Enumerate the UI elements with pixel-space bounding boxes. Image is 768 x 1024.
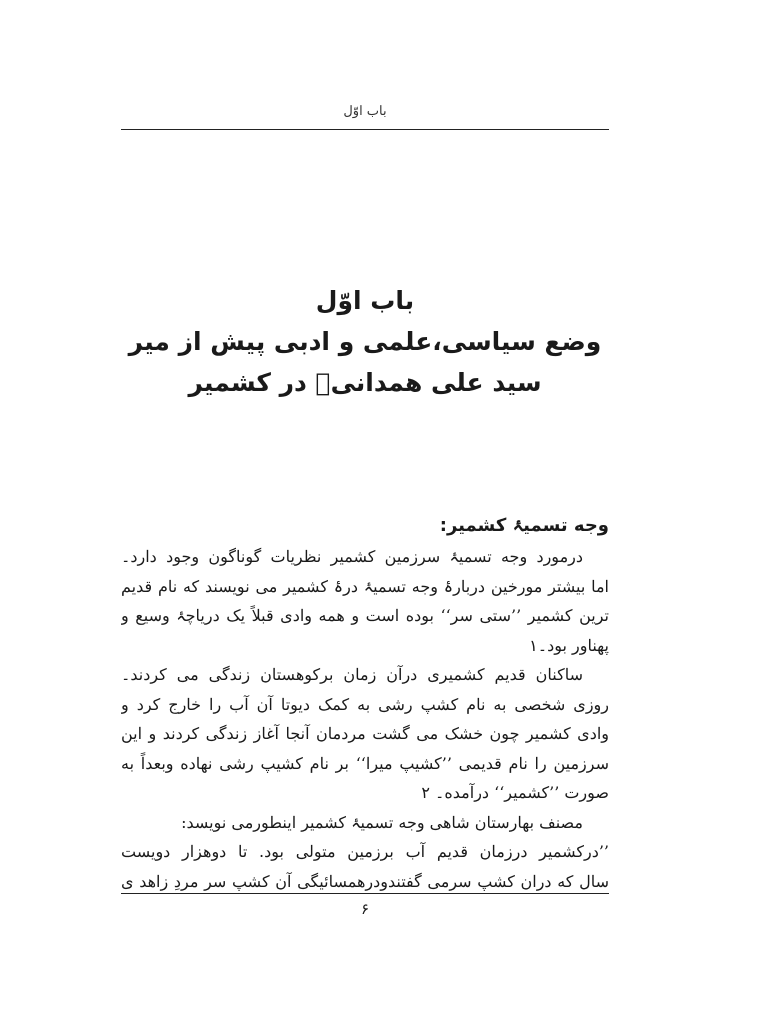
section-heading: وجه تسمیۂ کشمیر: <box>439 515 609 536</box>
body-text <box>121 510 609 896</box>
running-head: باب اوّل <box>343 104 387 119</box>
paragraph-line: درمورد وجه تسمیۂ سرزمین کشمیر نظریات گوناگون وجود دارد۔ <box>121 547 583 566</box>
chapter-title <box>121 280 609 403</box>
footer-rule <box>121 893 609 894</box>
paragraph-line: ساکنان قدیم کشمیری درآن زمان برکوهستان زندگی می کردند۔ <box>121 665 583 684</box>
paragraph-line: اما بیشتر مورخین دربارۂ وجه تسمیۂ درۂ کشمیر می نویسند که نام قدیم <box>121 576 609 596</box>
chapter-title-line-3: سید علی همدانیؒ در کشمیر <box>188 368 542 397</box>
quote-line: ’’درکشمیر درزمان قدیم آب برزمین متولی بود. تا دوهزار دویست <box>121 842 609 861</box>
page-number: ۶ <box>360 900 370 918</box>
chapter-title-line-1: باب اوّل <box>315 286 415 315</box>
paragraph-line: سرزمین را نام قدیمی ’’کشیپ میرا‘‘ بر نام کشیپ رشی نهاده وبعداً به <box>121 753 609 773</box>
paragraph-line: وادی کشمیر چون خشک می گشت مردمان آنجا آغاز زندگی کردند و این <box>121 724 609 743</box>
paragraph-line: ترین کشمیر ’’ستی سر‘‘ بوده است و همه وادی قبلاً یک دریاچۂ وسیع و <box>121 606 609 625</box>
chapter-title-line-2: وضع سیاسی،علمی و ادبی پیش از میر <box>128 327 602 356</box>
header-rule <box>121 129 609 130</box>
paragraph-line: روزی شخصی به نام کشپ رشی به کمک دیوتا آن آب را خارج کرد و <box>121 694 609 714</box>
paragraph-line: پهناور بود۔۱ <box>529 635 609 655</box>
quote-line: سال که دران کشپ سرمی گفتندودرهمسائیگی آن کشپ سر مردِ زاهد ی <box>121 871 609 891</box>
paragraph-line: مصنف بهارستان شاهی وجه تسمیۂ کشمیر اینطورمی نویسد: <box>181 812 583 832</box>
paragraph-line: صورت ’’کشمیر‘‘ درآمده۔ ۲ <box>421 783 609 802</box>
